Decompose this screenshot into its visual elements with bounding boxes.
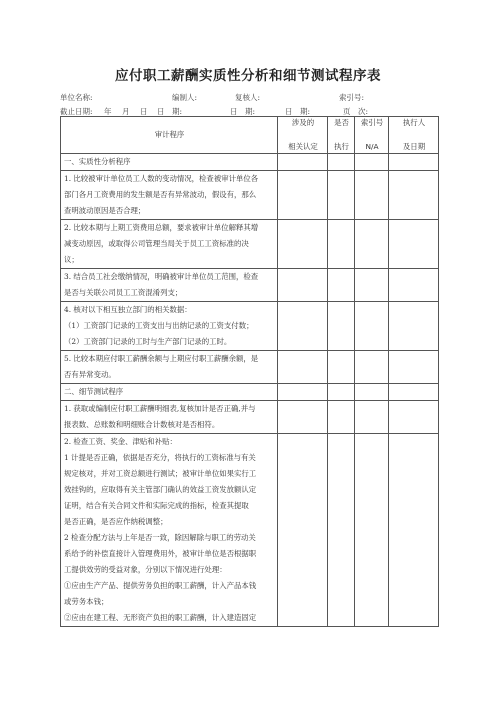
executor-cell: [389, 434, 439, 627]
audit-procedure-table: [60, 116, 439, 627]
header-executed: 是否 执行: [328, 117, 355, 154]
procedure-cell: [61, 154, 278, 171]
assertion-cell: [278, 434, 328, 627]
procedure-line: 查明波动原因是否合理；: [64, 206, 146, 215]
procedure-cell: [61, 434, 278, 627]
procedure-line: 2. 检查工资、奖金、津贴和补贴：: [64, 437, 177, 446]
table-row: [61, 434, 439, 627]
executor-cell: [389, 171, 439, 220]
procedure-cell: [61, 384, 278, 401]
unit-name-label: 单位名称:: [60, 93, 93, 102]
executor-cell: [389, 351, 439, 384]
procedure-line: 4. 核对以下相互独立部门的相关数据：: [64, 305, 192, 314]
procedure-line: ①应由生产产品、提供劳务负担的职工薪酬，计入产品本钱: [64, 581, 257, 590]
procedure-line: 5. 比较本期应付职工薪酬余额与上期应付职工薪酬余额，是: [64, 354, 259, 363]
executor-cell: [389, 302, 439, 351]
table-row: [61, 351, 439, 384]
procedure-line: 规定核对，并对工资总额进行测试；被审计单位如果实行工: [64, 469, 257, 478]
executed-cell: [328, 171, 355, 220]
date-label-3: 日 期:: [285, 107, 311, 116]
table-row: [61, 154, 439, 171]
index-cell: [355, 401, 389, 434]
procedure-line: 1. 比较被审计单位员工人数的变动情况，检查被审计单位各: [64, 174, 259, 183]
executor-cell: [389, 401, 439, 434]
procedure-line: 减变动原因，或取得公司管理当局关于员工工资标准的决: [64, 239, 249, 248]
procedure-line: 一、实质性分析程序: [64, 157, 131, 166]
executed-cell: [328, 269, 355, 302]
executed-cell: [328, 220, 355, 269]
day-label: 日: [140, 107, 148, 116]
assertion-cell: [278, 351, 328, 384]
assertion-cell: [278, 401, 328, 434]
executor-cell: [389, 384, 439, 401]
procedure-cell: [61, 351, 278, 384]
procedure-line: 是否正确，是否应作纳税调整；: [64, 517, 168, 526]
procedure-cell: [61, 220, 278, 269]
executor-cell: [389, 269, 439, 302]
header-index: 索引号 N/A: [355, 117, 389, 154]
index-cell: [355, 220, 389, 269]
assertion-cell: [278, 384, 328, 401]
date-label-1: 日 期:: [157, 107, 183, 116]
procedure-line: 3. 结合员工社会缴纳情况，明确被审计单位员工范围，检查: [64, 272, 259, 281]
procedure-line: 二、细节测试程序: [64, 387, 124, 396]
page-title: 应付职工薪酬实质性分析和细节测试程序表: [115, 68, 381, 84]
assertion-cell: [278, 154, 328, 171]
procedure-cell: [61, 171, 278, 220]
index-cell: [355, 154, 389, 171]
executed-cell: [328, 351, 355, 384]
executor-cell: [389, 220, 439, 269]
date-label-2: 日 期:: [230, 107, 256, 116]
table-row: [61, 269, 439, 302]
procedure-line: 是否与关联公司员工工资混淆列支；: [64, 288, 183, 297]
reviewer-label: 复核人:: [235, 93, 261, 102]
table-row: [61, 401, 439, 434]
index-cell: [355, 351, 389, 384]
assertion-cell: [278, 220, 328, 269]
index-cell: [355, 171, 389, 220]
index-cell: [355, 302, 389, 351]
index-cell: [355, 384, 389, 401]
procedure-line: ②应由在建工程、无形资产负担的职工薪酬，计入建造固定: [64, 613, 257, 622]
procedure-line: 1. 获取或编制应付职工薪酬明细表,复核加计是否正确,并与: [64, 404, 256, 413]
executed-cell: [328, 401, 355, 434]
procedure-line: 或劳务本钱；: [64, 597, 109, 606]
month-label: 月: [122, 107, 130, 116]
assertion-cell: [278, 171, 328, 220]
procedure-line: 否有异常变动。: [64, 370, 116, 379]
index-cell: [355, 434, 389, 627]
executed-cell: [328, 154, 355, 171]
table-row: [61, 171, 439, 220]
index-cell: [355, 269, 389, 302]
procedure-line: 系给予的补偿直接计入管理费用外，被审计单位是否根据职: [64, 549, 257, 558]
header-procedure: 审计程序: [61, 117, 278, 154]
procedure-line: （1）工资部门记录的工资支出与出纳记录的工资支付数；: [64, 321, 254, 330]
executed-cell: [328, 434, 355, 627]
procedure-line: 部门各月工资费用的发生额是否有异常波动，假设有，那么: [64, 190, 257, 199]
index-no-label: 索引号:: [339, 93, 365, 102]
executor-cell: [389, 154, 439, 171]
procedure-line: （2）工资部门记录的工时与生产部门记录的工时。: [64, 337, 232, 346]
executed-cell: [328, 302, 355, 351]
table-row: [61, 220, 439, 269]
procedure-line: 证明，结合有关合同文件和实际完成的指标，检查其提取: [64, 501, 249, 510]
procedure-cell: [61, 401, 278, 434]
assertion-cell: [278, 302, 328, 351]
procedure-line: 议；: [64, 255, 79, 264]
table-row: [61, 302, 439, 351]
procedure-line: 2 检查分配方法与上年是否一致，除因解除与职工的劳动关: [64, 533, 256, 542]
procedure-line: 1 计提是否正确，依据是否充分，将执行的工资标准与有关: [64, 453, 256, 462]
assertion-cell: [278, 269, 328, 302]
header-executor: 执行人 及日期: [389, 117, 439, 154]
year-label: 年: [104, 107, 112, 116]
procedure-line: 报表数、总账数和明细账合计数核对是否相符。: [64, 420, 220, 429]
cutoff-date-label: 截止日期:: [60, 107, 93, 116]
table-row: [61, 384, 439, 401]
procedure-cell: [61, 302, 278, 351]
procedure-line: 效挂钩的，应取得有关主管部门确认的效益工资发放额认定: [64, 485, 257, 494]
procedure-line: 工提供效劳的受益对象，分别以下情况进行处理：: [64, 565, 227, 574]
procedure-cell: [61, 269, 278, 302]
executed-cell: [328, 384, 355, 401]
procedure-line: 2. 比较本期与上期工资费用总额，要求被审计单位解释其增: [64, 223, 259, 232]
page-no-label: 页 次:: [343, 107, 369, 116]
header-assertion: 涉及的 相关认定: [278, 117, 328, 154]
preparer-label: 编制人:: [172, 93, 198, 102]
